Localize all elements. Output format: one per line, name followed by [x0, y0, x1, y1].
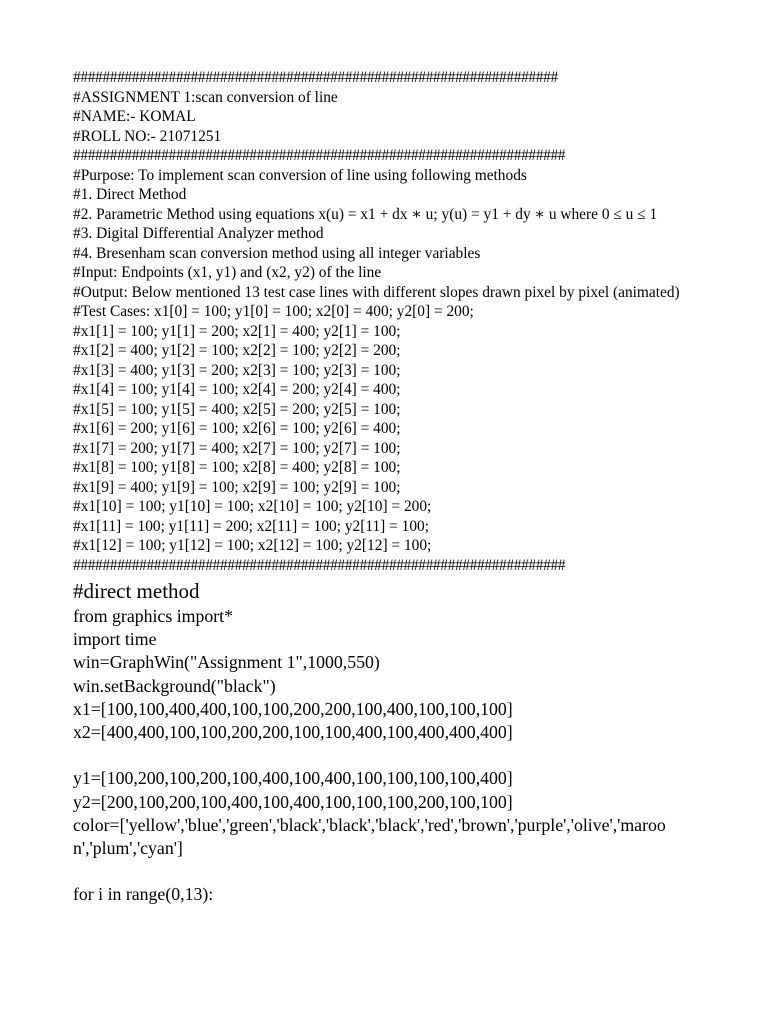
- test-case-line: #x1[5] = 100; y1[5] = 400; x2[5] = 200; y2[5] = 100;: [73, 400, 401, 418]
- test-case-line: #x1[3] = 400; y1[3] = 200; x2[3] = 100; y2[3] = 100;: [73, 361, 401, 379]
- code-line: win=GraphWin("Assignment 1",1000,550): [73, 652, 380, 673]
- test-case-line: #x1[4] = 100; y1[4] = 100; x2[4] = 200; y2[4] = 400;: [73, 381, 401, 398]
- code-block: [73, 577, 693, 907]
- test-case-line: #x1[8] = 100; y1[8] = 100; x2[8] = 400; y2[8] = 100;: [73, 459, 401, 476]
- code-line: import time: [73, 629, 157, 650]
- code-line: color=['yellow','blue','green','black','black','black','red','brown','purple','olive','maroon','plum','cyan']: [73, 814, 666, 859]
- hash-divider-mid: ###################################################################: [73, 147, 566, 164]
- code-line: y1=[100,200,100,200,100,400,100,400,100,100,100,100,400]: [73, 768, 513, 789]
- code-line: y2=[200,100,200,100,400,100,400,100,100,100,200,100,100]: [73, 791, 513, 812]
- code-section-title: #direct method: [73, 579, 200, 603]
- test-case-line: #x1[9] = 400; y1[9] = 100; x2[9] = 100; y2[9] = 100;: [73, 478, 401, 496]
- code-line: x2=[400,400,100,100,200,200,100,100,400,100,400,400,400]: [73, 722, 513, 743]
- method-4-line: #4. Bresenham scan conversion method using all integer variables: [73, 244, 481, 262]
- test-case-line: #x1[12] = 100; y1[12] = 100; x2[12] = 100; y2[12] = 100;: [73, 537, 432, 554]
- test-case-line: #Test Cases: x1[0] = 100; y1[0] = 100; x2[0] = 400; y2[0] = 200;: [73, 303, 474, 320]
- purpose-line: #Purpose: To implement scan conversion of line using following methods: [73, 166, 527, 184]
- assignment-line: #ASSIGNMENT 1:scan conversion of line: [73, 88, 338, 106]
- blank-line: [73, 860, 693, 883]
- code-line: for i in range(0,13):: [73, 884, 214, 905]
- test-case-line: #x1[11] = 100; y1[11] = 200; x2[11] = 100; y2[11] = 100;: [73, 517, 430, 535]
- header-comment-block: [73, 68, 693, 575]
- code-line: win.setBackground("black"): [73, 675, 276, 696]
- hash-divider-top: ##################################################################: [73, 69, 558, 86]
- document-page: [73, 68, 693, 907]
- method-3-line: #3. Digital Differential Analyzer method: [73, 225, 324, 242]
- input-line: #Input: Endpoints (x1, y1) and (x2, y2) of the line: [73, 264, 382, 281]
- roll-line: #ROLL NO:- 21071251: [73, 127, 222, 145]
- blank-line: [73, 744, 693, 767]
- test-case-line: #x1[10] = 100; y1[10] = 100; x2[10] = 100; y2[10] = 200;: [73, 498, 432, 515]
- test-case-line: #x1[1] = 100; y1[1] = 200; x2[1] = 400; y2[1] = 100;: [73, 322, 401, 340]
- code-line: x1=[100,100,400,400,100,100,200,200,100,400,100,100,100]: [73, 698, 513, 719]
- test-case-line: #x1[2] = 400; y1[2] = 100; x2[2] = 100; y2[2] = 200;: [73, 342, 401, 359]
- method-2-line: #2. Parametric Method using equations x(u) = x1 + dx ∗ u; y(u) = y1 + dy ∗ u where 0 ≤ u ≤ 1: [73, 205, 658, 223]
- method-1-line: #1. Direct Method: [73, 186, 187, 203]
- test-case-line: #x1[7] = 200; y1[7] = 400; x2[7] = 100; y2[7] = 100;: [73, 439, 401, 457]
- name-line: #NAME:- KOMAL: [73, 108, 196, 125]
- code-line: from graphics import*: [73, 606, 233, 626]
- output-line: #Output: Below mentioned 13 test case lines with different slopes drawn pixel by pixel (animated): [73, 283, 680, 301]
- test-case-line: #x1[6] = 200; y1[6] = 100; x2[6] = 100; y2[6] = 400;: [73, 420, 401, 437]
- hash-divider-bottom: ###################################################################: [73, 556, 566, 574]
